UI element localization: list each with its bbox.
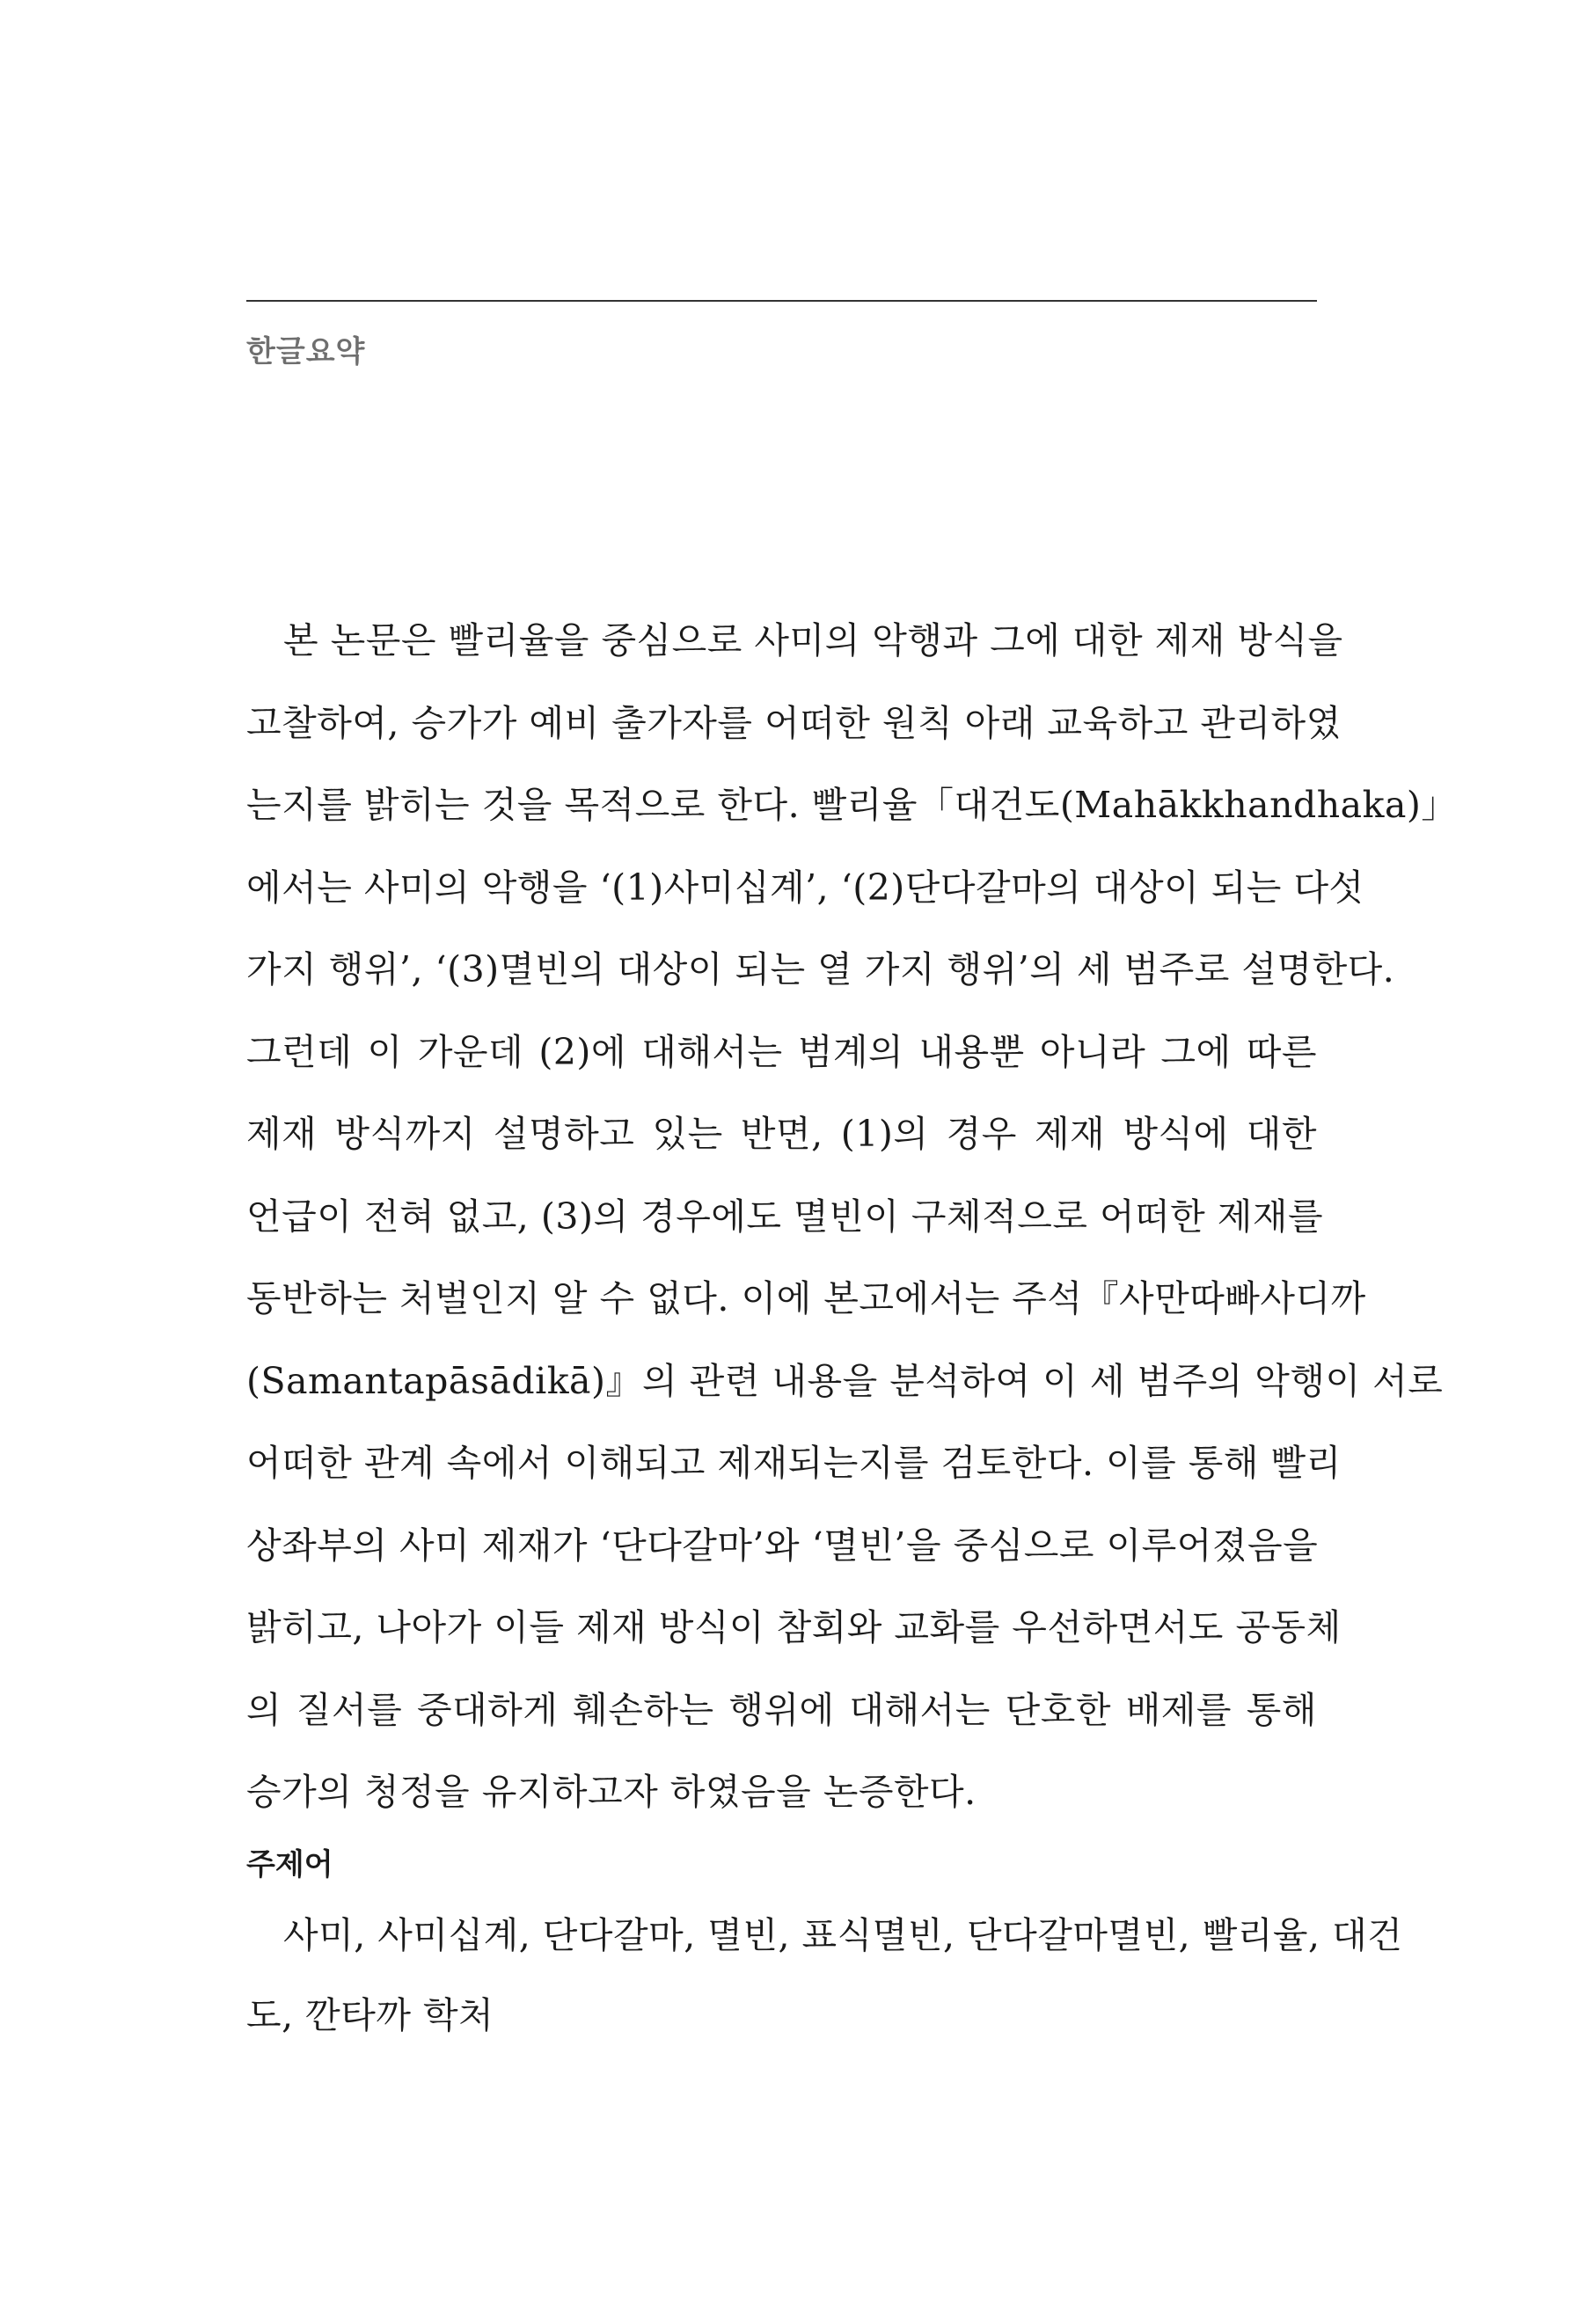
abstract-line: 어떠한 관계 속에서 이해되고 제재되는지를 검토한다. 이를 통해 빨리	[246, 1442, 1342, 1484]
abstract-line: 상좌부의 사미 제재가 ‘단다갈마’와 ‘멸빈’을 중심으로 이루어졌음을	[246, 1524, 1319, 1567]
keywords-heading: 주제어	[246, 1847, 333, 1882]
abstract-line: 동반하는 처벌인지 알 수 없다. 이에 본고에서는 주석『사만따빠사디까	[246, 1277, 1366, 1319]
keywords-line: 도, 깐타까 학처	[246, 1994, 494, 2036]
abstract-heading: 한글요약	[246, 334, 366, 369]
abstract-body	[246, 600, 1458, 1834]
abstract-line: 고찰하여, 승가가 예비 출가자를 어떠한 원칙 아래 교육하고 관리하였	[246, 701, 1342, 744]
abstract-line: 가지 행위’, ‘(3)멸빈의 대상이 되는 열 가지 행위’의 세 범주로 설명한다.	[246, 948, 1395, 990]
abstract-line: 그런데 이 가운데 (2)에 대해서는 범계의 내용뿐 아니라 그에 따른	[246, 1030, 1317, 1073]
abstract-line: 는지를 밝히는 것을 목적으로 한다. 빨리율「대건도(Mahākkhandhaka)」	[246, 784, 1458, 826]
abstract-line: 에서는 사미의 악행을 ‘(1)사미십계’, ‘(2)단다갈마의 대상이 되는 다섯	[246, 866, 1364, 909]
top-divider-rule	[246, 300, 1317, 302]
abstract-line: 승가의 청정을 유지하고자 하였음을 논증한다.	[246, 1771, 977, 1813]
abstract-line: (Samantapāsādikā)』의 관련 내용을 분석하여 이 세 범주의 악행이 서로	[246, 1359, 1444, 1402]
abstract-line: 본 논문은 빨리율을 중심으로 사미의 악행과 그에 대한 제재 방식을	[283, 619, 1343, 661]
abstract-line: 의 질서를 중대하게 훼손하는 행위에 대해서는 단호한 배제를 통해	[246, 1688, 1317, 1731]
keywords-body	[246, 1896, 1403, 2056]
abstract-line: 제재 방식까지 설명하고 있는 반면, (1)의 경우 제재 방식에 대한	[246, 1113, 1317, 1155]
keywords-line: 사미, 사미십계, 단다갈마, 멸빈, 표식멸빈, 단다갈마멸빈, 빨리율, 대건	[283, 1914, 1403, 1956]
abstract-line: 언급이 전혀 없고, (3)의 경우에도 멸빈이 구체적으로 어떠한 제재를	[246, 1195, 1324, 1238]
abstract-line: 밝히고, 나아가 이들 제재 방식이 참회와 교화를 우선하면서도 공동체	[246, 1606, 1342, 1648]
